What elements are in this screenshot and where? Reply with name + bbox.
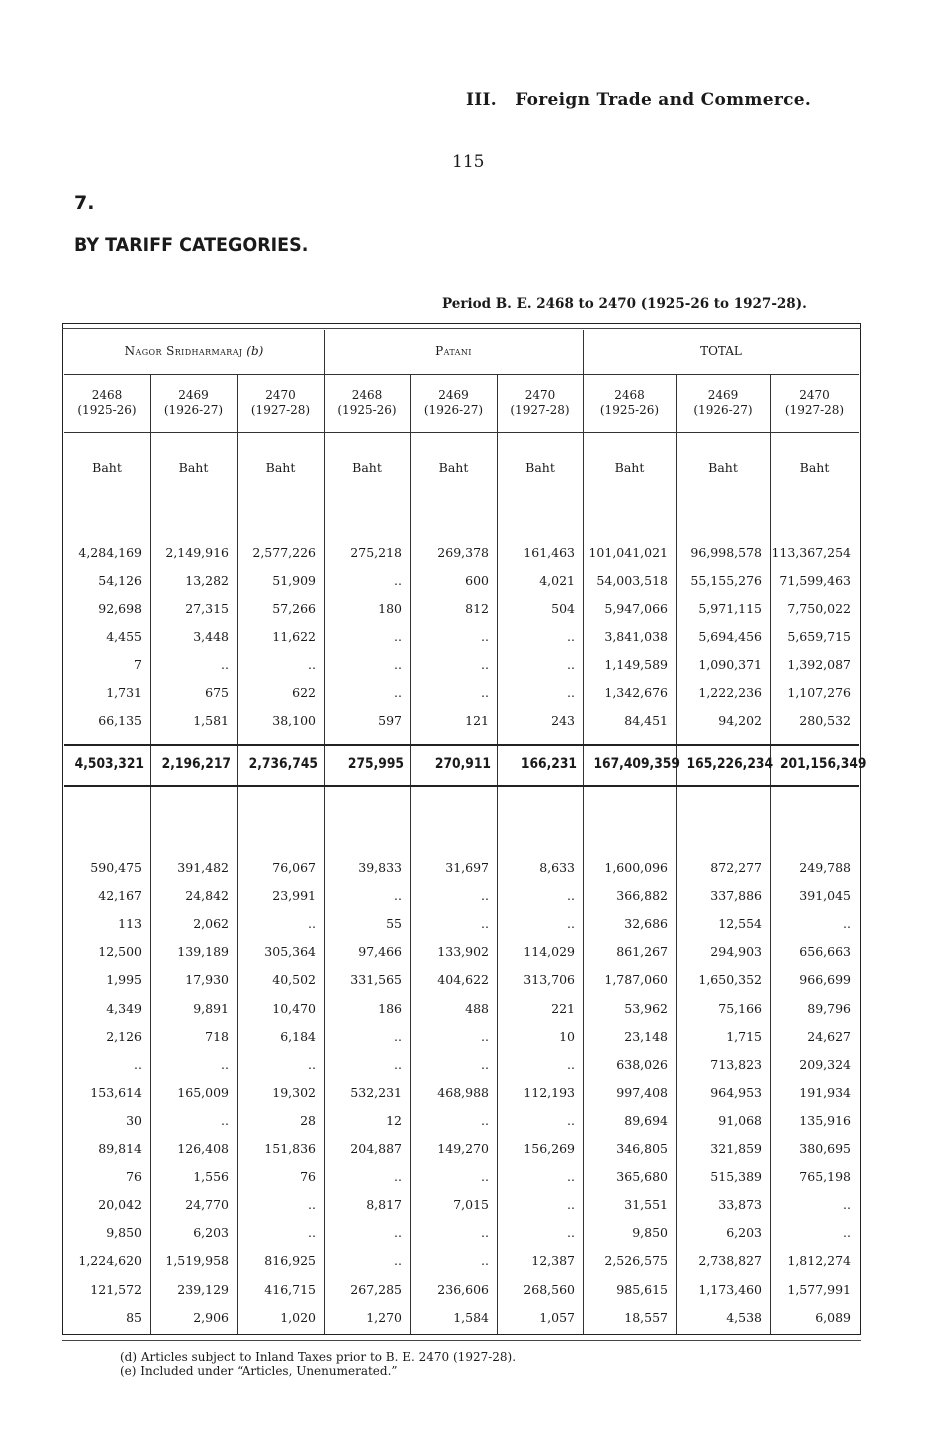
block1-cell: .. <box>481 685 489 700</box>
block2-cell: 149,270 <box>437 1141 489 1156</box>
group-header-note: (b) <box>242 344 264 358</box>
block2-cell: 365,680 <box>616 1169 668 1185</box>
block2-cell: 121,572 <box>90 1281 142 1297</box>
block2-cell: 268,560 <box>523 1281 575 1297</box>
block1-cell: .. <box>394 629 402 644</box>
block2-cell: 346,805 <box>616 1141 668 1156</box>
block2-cell: 139,189 <box>177 944 229 960</box>
block2-cell: 135,916 <box>799 1112 851 1128</box>
block2-cell: 31,697 <box>445 860 489 875</box>
block2-cell: 1,787,060 <box>604 972 668 988</box>
chapter-roman-numeral: III. <box>466 90 497 110</box>
block2-cell: 76 <box>126 1169 142 1185</box>
block2-cell: 239,129 <box>177 1281 229 1297</box>
block2-cell: 2,906 <box>193 1309 229 1325</box>
block1-cell: 1,149,589 <box>604 657 668 672</box>
block2-cell: 416,715 <box>264 1281 316 1297</box>
year-be: 2469 <box>178 388 209 402</box>
block2-cell: .. <box>308 916 316 932</box>
block1-cell: 600 <box>465 573 489 588</box>
block1-cell: 13,282 <box>185 573 229 588</box>
block2-cell: 964,953 <box>710 1084 762 1100</box>
block2-cell: 4,349 <box>106 1000 142 1016</box>
block2-cell: 294,903 <box>710 944 762 960</box>
year-header <box>324 388 410 418</box>
total-cell: 270,911 <box>434 756 491 772</box>
block2-cell: 151,836 <box>264 1141 316 1156</box>
block1-cell: 243 <box>551 713 575 728</box>
block1-cell: 269,378 <box>437 545 489 560</box>
block1-cell: 5,694,456 <box>698 629 762 644</box>
total-cell: 275,995 <box>347 756 404 772</box>
unit-label: Baht <box>438 460 469 475</box>
block1-cell: 4,284,169 <box>78 545 142 560</box>
block1-cell: 38,100 <box>272 713 316 728</box>
block2-cell: 391,482 <box>177 860 229 875</box>
block2-cell: 209,324 <box>799 1056 851 1072</box>
block1-cell: 94,202 <box>718 713 762 728</box>
block2-cell: 1,577,991 <box>787 1281 851 1297</box>
block2-cell: 186 <box>378 1000 402 1016</box>
block2-cell: 9,850 <box>106 1225 142 1241</box>
block2-cell: .. <box>481 1225 489 1241</box>
block1-cell: 5,947,066 <box>604 601 668 616</box>
totals-rule-top <box>64 744 859 746</box>
block1-cell: 57,266 <box>272 601 316 616</box>
block2-cell: 85 <box>126 1309 142 1325</box>
totals-rule-bottom <box>64 785 859 787</box>
block1-cell: 113,367,254 <box>771 545 851 560</box>
chapter-title: Foreign Trade and Commerce. <box>515 90 812 110</box>
block2-cell: 1,715 <box>726 1028 762 1044</box>
block2-cell: 97,466 <box>358 944 402 960</box>
block1-cell: 27,315 <box>185 601 229 616</box>
block2-cell: 1,020 <box>280 1309 316 1325</box>
block2-cell: 17,930 <box>185 972 229 988</box>
total-cell: 165,226,234 <box>686 756 774 772</box>
block2-cell: .. <box>567 1056 575 1072</box>
block2-cell: 191,934 <box>799 1084 851 1100</box>
block1-cell: 812 <box>465 601 489 616</box>
block1-cell: 54,003,518 <box>596 573 668 588</box>
block1-cell: 5,659,715 <box>787 629 851 644</box>
block2-cell: 204,887 <box>350 1141 402 1156</box>
group-header-label: Patani <box>435 344 472 358</box>
unit-label: Baht <box>799 460 830 475</box>
block2-cell: 2,062 <box>193 916 229 932</box>
total-cell: 2,736,745 <box>248 756 318 772</box>
group-header-label: TOTAL <box>700 344 742 358</box>
block1-cell: 275,218 <box>350 545 402 560</box>
unit-label: Baht <box>92 460 122 475</box>
year-ce: (1925-26) <box>77 403 137 417</box>
block1-cell: 1,731 <box>106 685 142 700</box>
block1-cell: .. <box>221 657 229 672</box>
block1-cell: .. <box>481 657 489 672</box>
block2-cell: 236,606 <box>437 1281 489 1297</box>
year-header <box>64 388 150 418</box>
block2-cell: 267,285 <box>350 1281 402 1297</box>
running-header <box>466 90 811 110</box>
column-divider <box>237 375 238 1334</box>
block2-cell: 156,269 <box>523 1141 575 1156</box>
block2-cell: 4,538 <box>726 1309 762 1325</box>
block2-cell: 2,126 <box>106 1028 142 1044</box>
block2-cell: 31,551 <box>624 1197 668 1213</box>
block2-cell: 24,770 <box>185 1197 229 1213</box>
table-bottom-rule <box>62 1340 861 1341</box>
year-be: 2469 <box>438 388 469 402</box>
block2-cell: 32,686 <box>624 916 668 932</box>
block2-cell: .. <box>394 1169 402 1185</box>
block1-cell: 7 <box>134 657 142 672</box>
table-top-rule <box>62 328 861 329</box>
block2-cell: .. <box>221 1056 229 1072</box>
block2-cell: 765,198 <box>799 1169 851 1185</box>
footnote-e: (e) Included under “Articles, Unenumerated.” <box>120 1364 398 1378</box>
block2-cell: 8,817 <box>366 1197 402 1213</box>
block1-cell: 597 <box>378 713 402 728</box>
block2-cell: 6,203 <box>193 1225 229 1241</box>
block1-cell: 92,698 <box>98 601 142 616</box>
block2-cell: .. <box>567 1197 575 1213</box>
block2-cell: 6,203 <box>726 1225 762 1241</box>
block1-cell: 1,090,371 <box>698 657 762 672</box>
block2-cell: 12,554 <box>718 916 762 932</box>
block2-cell: 33,873 <box>718 1197 762 1213</box>
section-number: 7. <box>74 192 95 214</box>
block1-cell: 2,577,226 <box>252 545 316 560</box>
column-divider <box>150 375 151 1334</box>
block2-cell: 391,045 <box>799 888 851 904</box>
block2-cell: 113 <box>118 916 142 932</box>
block2-cell: 112,193 <box>523 1084 575 1100</box>
block1-cell: 7,750,022 <box>787 601 851 616</box>
unit-label: Baht <box>352 460 382 475</box>
block1-cell: .. <box>481 629 489 644</box>
block2-cell: .. <box>567 1112 575 1128</box>
block2-cell: 89,694 <box>624 1112 668 1128</box>
year-ce: (1927-28) <box>784 403 845 417</box>
block1-cell: 2,149,916 <box>165 545 229 560</box>
block1-cell: 66,135 <box>98 713 142 728</box>
block2-cell: 53,962 <box>624 1000 668 1016</box>
block1-cell: 180 <box>378 601 402 616</box>
block2-cell: 713,823 <box>710 1056 762 1072</box>
page-number: 115 <box>452 152 485 172</box>
year-header <box>410 388 497 418</box>
block1-cell: .. <box>567 629 575 644</box>
block2-cell: 872,277 <box>710 860 762 875</box>
block1-cell: 4,021 <box>539 573 575 588</box>
block1-cell: 55,155,276 <box>690 573 762 588</box>
block1-cell: 3,841,038 <box>604 629 668 644</box>
block2-cell: 337,886 <box>710 888 762 904</box>
block2-cell: .. <box>567 1169 575 1185</box>
block2-cell: 23,148 <box>624 1028 668 1044</box>
year-header <box>770 388 859 418</box>
block2-cell: 997,408 <box>616 1084 668 1100</box>
block2-cell: 76 <box>300 1169 316 1185</box>
year-be: 2470 <box>265 388 296 402</box>
block1-cell: 101,041,021 <box>588 545 668 560</box>
year-ce: (1926-27) <box>693 403 753 417</box>
block1-cell: 84,451 <box>624 713 668 728</box>
block2-cell: .. <box>308 1225 316 1241</box>
block2-cell: 76,067 <box>272 860 316 875</box>
block2-cell: .. <box>843 1197 851 1213</box>
block1-cell: .. <box>394 685 402 700</box>
block2-cell: 75,166 <box>718 1000 762 1016</box>
column-divider <box>676 375 677 1334</box>
block2-cell: 488 <box>465 1000 489 1016</box>
block2-cell: 8,633 <box>539 860 575 875</box>
block1-cell: 1,581 <box>193 713 229 728</box>
block1-cell: 1,222,236 <box>698 685 762 700</box>
block2-cell: 966,699 <box>799 972 851 988</box>
block2-cell: 55 <box>386 916 402 932</box>
block2-cell: 7,015 <box>453 1197 489 1213</box>
block2-cell: 18,557 <box>624 1309 668 1325</box>
block1-cell: 3,448 <box>193 629 229 644</box>
column-divider <box>497 375 498 1334</box>
block2-cell: 366,882 <box>616 888 668 904</box>
block2-cell: 28 <box>300 1112 316 1128</box>
block2-cell: 718 <box>205 1028 229 1044</box>
year-be: 2468 <box>351 388 383 402</box>
block2-cell: 1,556 <box>193 1169 229 1185</box>
block2-cell: .. <box>567 1225 575 1241</box>
total-cell: 4,503,321 <box>74 756 144 772</box>
block2-cell: 1,600,096 <box>604 860 668 875</box>
group-header <box>324 344 583 358</box>
block2-cell: 20,042 <box>98 1197 142 1213</box>
block2-cell: 1,519,958 <box>165 1253 229 1269</box>
block2-cell: 404,622 <box>437 972 489 988</box>
block2-cell: .. <box>481 1112 489 1128</box>
block2-cell: 656,663 <box>799 944 851 960</box>
total-cell: 201,156,349 <box>779 756 867 772</box>
block2-cell: 89,796 <box>807 1000 851 1016</box>
year-be: 2470 <box>524 388 556 402</box>
block2-cell: 532,231 <box>350 1084 402 1100</box>
block2-cell: .. <box>481 888 489 904</box>
year-header <box>497 388 583 418</box>
block1-cell: 71,599,463 <box>779 573 851 588</box>
block2-cell: 221 <box>551 1000 575 1016</box>
block2-cell: 40,502 <box>272 972 316 988</box>
block2-cell: 816,925 <box>264 1253 316 1269</box>
block2-cell: 12 <box>386 1112 402 1128</box>
block2-cell: 9,850 <box>632 1225 668 1241</box>
block1-cell: 54,126 <box>98 573 142 588</box>
block2-cell: 42,167 <box>98 888 142 904</box>
block2-cell: 331,565 <box>350 972 402 988</box>
block2-cell: 114,029 <box>523 944 575 960</box>
year-be: 2468 <box>91 388 123 402</box>
block2-cell: .. <box>843 916 851 932</box>
block1-cell: .. <box>394 573 402 588</box>
block1-cell: 5,971,115 <box>698 601 762 616</box>
block2-cell: 468,988 <box>437 1084 489 1100</box>
block2-cell: 30 <box>126 1112 142 1128</box>
column-divider <box>410 375 411 1334</box>
unit-label: Baht <box>614 460 645 475</box>
year-ce: (1925-26) <box>599 403 660 417</box>
block2-cell: 24,842 <box>185 888 229 904</box>
year-ce: (1925-26) <box>337 403 397 417</box>
block2-cell: 305,364 <box>264 944 316 960</box>
unit-label: Baht <box>265 460 296 475</box>
group-header <box>64 344 324 358</box>
block2-cell: 1,270 <box>366 1309 402 1325</box>
block2-cell: 985,615 <box>616 1281 668 1297</box>
block2-cell: 12,500 <box>98 944 142 960</box>
block2-cell: .. <box>481 916 489 932</box>
block2-cell: 10,470 <box>272 1000 316 1016</box>
block1-cell: 1,342,676 <box>604 685 668 700</box>
block1-cell: 1,392,087 <box>787 657 851 672</box>
block1-cell: 96,998,578 <box>690 545 762 560</box>
block2-cell: .. <box>308 1197 316 1213</box>
block2-cell: 6,089 <box>815 1309 851 1325</box>
block2-cell: 1,650,352 <box>698 972 762 988</box>
total-cell: 166,231 <box>520 756 577 772</box>
block2-cell: 861,267 <box>616 944 668 960</box>
block2-cell: .. <box>394 1253 402 1269</box>
block2-cell: 165,009 <box>177 1084 229 1100</box>
block2-cell: 380,695 <box>799 1141 851 1156</box>
block2-cell: 89,814 <box>98 1141 142 1156</box>
block2-cell: .. <box>394 1056 402 1072</box>
block2-cell: .. <box>481 1056 489 1072</box>
section-title: BY TARIFF CATEGORIES. <box>74 234 309 256</box>
block1-cell: 622 <box>292 685 316 700</box>
year-ce: (1926-27) <box>423 403 484 417</box>
block2-cell: 1,995 <box>106 972 142 988</box>
block2-cell: 1,057 <box>539 1309 575 1325</box>
block2-cell: .. <box>308 1056 316 1072</box>
column-divider <box>770 375 771 1334</box>
block2-cell: 91,068 <box>718 1112 762 1128</box>
header-rule <box>64 374 859 375</box>
unit-label: Baht <box>708 460 738 475</box>
block2-cell: .. <box>567 888 575 904</box>
block1-cell: .. <box>394 657 402 672</box>
block2-cell: 39,833 <box>358 860 402 875</box>
block2-cell: 313,706 <box>523 972 575 988</box>
block2-cell: .. <box>394 1225 402 1241</box>
year-header <box>150 388 237 418</box>
block2-cell: 1,224,620 <box>78 1253 142 1269</box>
block2-cell: .. <box>567 916 575 932</box>
block2-cell: 133,902 <box>437 944 489 960</box>
block2-cell: 153,614 <box>90 1084 142 1100</box>
block1-cell: .. <box>567 685 575 700</box>
block2-cell: 24,627 <box>807 1028 851 1044</box>
footnote-d: (d) Articles subject to Inland Taxes prior to B. E. 2470 (1927-28). <box>120 1350 517 1364</box>
block1-cell: 161,463 <box>523 545 575 560</box>
total-cell: 167,409,359 <box>593 756 680 772</box>
block2-cell: .. <box>481 1253 489 1269</box>
block2-cell: 1,584 <box>453 1309 489 1325</box>
year-ce: (1927-28) <box>250 403 311 417</box>
year-header <box>583 388 676 418</box>
block2-cell: .. <box>394 1028 402 1044</box>
block1-cell: .. <box>567 657 575 672</box>
unit-label: Baht <box>178 460 209 475</box>
year-be: 2469 <box>707 388 739 402</box>
block2-cell: .. <box>843 1225 851 1241</box>
year-ce: (1926-27) <box>163 403 224 417</box>
block1-cell: .. <box>308 657 316 672</box>
block2-cell: 126,408 <box>177 1141 229 1156</box>
block2-cell: 2,526,575 <box>604 1253 668 1269</box>
header-rule <box>64 432 859 433</box>
block2-cell: .. <box>221 1112 229 1128</box>
group-header-label: Nagor Sridharmaraj <box>124 344 243 358</box>
block2-cell: 515,389 <box>710 1169 762 1185</box>
block2-cell: 23,991 <box>272 888 316 904</box>
block2-cell: 638,026 <box>616 1056 668 1072</box>
block2-cell: 1,173,460 <box>698 1281 762 1297</box>
block2-cell: 1,812,274 <box>787 1253 851 1269</box>
year-header <box>676 388 770 418</box>
block2-cell: .. <box>481 1028 489 1044</box>
year-ce: (1927-28) <box>510 403 570 417</box>
block2-cell: 6,184 <box>280 1028 316 1044</box>
block1-cell: 675 <box>205 685 229 700</box>
block1-cell: 1,107,276 <box>787 685 851 700</box>
block2-cell: 590,475 <box>90 860 142 875</box>
block2-cell: 12,387 <box>531 1253 575 1269</box>
total-cell: 2,196,217 <box>161 756 231 772</box>
block1-cell: 51,909 <box>272 573 316 588</box>
block2-cell: .. <box>134 1056 142 1072</box>
block2-cell: .. <box>481 1169 489 1185</box>
block1-cell: 280,532 <box>799 713 851 728</box>
year-be: 2470 <box>799 388 830 402</box>
year-header <box>237 388 324 418</box>
block2-cell: 249,788 <box>799 860 851 875</box>
period-caption: Period B. E. 2468 to 2470 (1925-26 to 1927-28). <box>442 296 807 312</box>
block1-cell: 11,622 <box>272 629 316 644</box>
block2-cell: 2,738,827 <box>698 1253 762 1269</box>
unit-label: Baht <box>525 460 555 475</box>
block2-cell: 9,891 <box>193 1000 229 1016</box>
block2-cell: 321,859 <box>710 1141 762 1156</box>
block1-cell: 504 <box>551 601 575 616</box>
group-header <box>583 344 859 358</box>
block1-cell: 4,455 <box>106 629 142 644</box>
block2-cell: 10 <box>559 1028 575 1044</box>
block2-cell: .. <box>394 888 402 904</box>
block1-cell: 121 <box>465 713 489 728</box>
year-be: 2468 <box>614 388 645 402</box>
block2-cell: 19,302 <box>272 1084 316 1100</box>
